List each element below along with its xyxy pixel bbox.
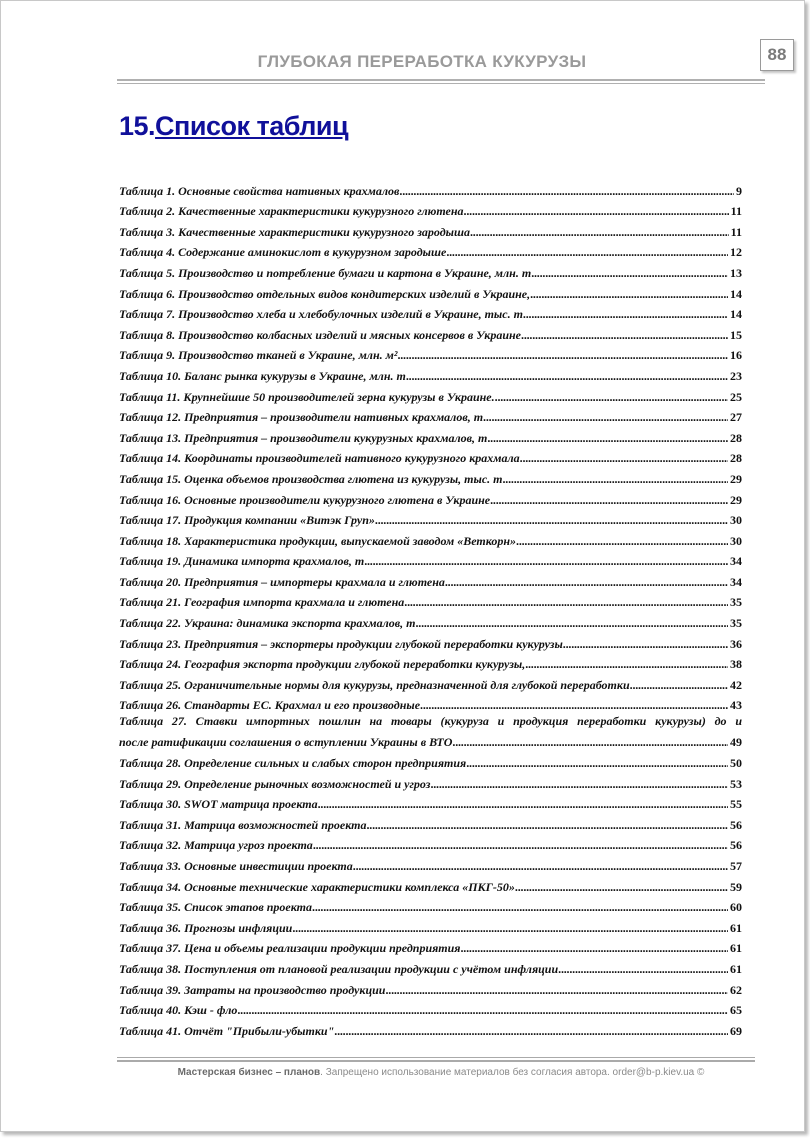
toc-entry-page: 16 — [730, 348, 742, 363]
toc-leader-dots — [366, 818, 728, 833]
toc-entry-title: Таблица 13. Предприятия – производители кукурузных крахмалов, т — [119, 430, 488, 445]
toc-leader-dots — [430, 777, 728, 792]
toc-leader-dots — [399, 184, 734, 199]
toc-entry-title: Таблица 3. Качественные характеристики кукурузного зародыша — [119, 224, 470, 239]
toc-leader-dots — [364, 554, 728, 569]
toc-entry-title: Таблица 21. География импорта крахмала и глютена — [119, 595, 405, 610]
toc-entry-page: 56 — [730, 817, 742, 832]
toc-entry-page: 23 — [730, 368, 742, 383]
toc-leader-dots — [503, 472, 729, 487]
toc-entry[interactable] — [119, 487, 742, 508]
toc-entry[interactable] — [119, 915, 742, 936]
toc-leader-dots — [530, 287, 728, 302]
toc-leader-dots — [563, 637, 728, 652]
toc-entry-page: 11 — [730, 224, 742, 239]
toc-entry-page: 69 — [730, 1023, 742, 1038]
header-rule-thin — [117, 83, 765, 84]
toc-entry-title: Таблица 28. Определение сильных и слабых сторон предприятия — [119, 756, 467, 771]
toc-entry[interactable] — [119, 771, 742, 792]
toc-entry-title: Таблица 29. Определение рыночных возможностей и угроз — [119, 776, 431, 791]
toc-entry[interactable] — [119, 219, 742, 240]
toc-entry[interactable] — [119, 998, 742, 1019]
toc-entry-title: Таблица 34. Основные технические характеристики комплекса «ПКГ-50» — [119, 879, 515, 894]
toc-entry[interactable] — [119, 652, 742, 673]
toc-entry-page: 34 — [730, 574, 742, 589]
toc-entry-page: 28 — [730, 430, 742, 445]
toc-entry[interactable] — [119, 199, 742, 220]
toc-entry[interactable] — [119, 405, 742, 426]
toc-entry-title: Таблица 14. Координаты производителей нативного кукурузного крахмала — [119, 451, 520, 466]
toc-leader-dots — [520, 451, 728, 466]
toc-leader-dots — [313, 838, 728, 853]
toc-entry[interactable] — [119, 549, 742, 570]
toc-leader-dots — [415, 616, 728, 631]
toc-entry-title: Таблица 7. Производство хлеба и хлебобулочных изделий в Украине, тыс. т — [119, 307, 523, 322]
toc-entry-title: Таблица 36. Прогнозы инфляции — [119, 920, 293, 935]
toc-entry-page: 65 — [730, 1003, 742, 1018]
toc-entry[interactable] — [119, 672, 742, 693]
running-header-title: ГЛУБОКАЯ ПЕРЕРАБОТКА КУКУРУЗЫ — [257, 52, 587, 71]
toc-leader-dots — [487, 431, 728, 446]
toc-entry-page: 30 — [730, 513, 742, 528]
toc-entry[interactable] — [119, 466, 742, 487]
toc-entry-title: Таблица 16. Основные производители кукурузного глютена в Украине — [119, 492, 491, 507]
toc-entry-page: 35 — [730, 616, 742, 631]
toc-leader-dots — [466, 756, 728, 771]
section-number: 15. — [119, 111, 156, 141]
toc-entry[interactable] — [119, 812, 742, 833]
toc-entry[interactable] — [119, 792, 742, 813]
toc-entry-page: 9 — [736, 183, 742, 198]
toc-entry-title: Таблица 32. Матрица угроз проекта — [119, 838, 313, 853]
toc-entry[interactable] — [119, 693, 742, 714]
toc-entry-page: 28 — [730, 451, 742, 466]
toc-leader-dots — [483, 410, 728, 425]
toc-entry-title: Таблица 30. SWOT матрица проекта — [119, 797, 318, 812]
toc-entry-page: 34 — [730, 554, 742, 569]
toc-leader-dots — [385, 983, 728, 998]
toc-entry-page: 25 — [730, 389, 742, 404]
toc-leader-dots — [420, 698, 728, 713]
toc-entry-title: Таблица 35. Список этапов проекта — [119, 900, 313, 915]
page-number-box: 88 — [760, 39, 794, 71]
toc-leader-dots — [515, 880, 728, 895]
toc-leader-dots — [312, 900, 728, 915]
toc-entry[interactable] — [119, 322, 742, 343]
toc-entry[interactable] — [119, 874, 742, 895]
toc-entry-page: 61 — [730, 920, 742, 935]
toc-entry[interactable] — [119, 713, 742, 750]
toc-entry-title: Таблица 25. Ограничительные нормы для кукурузы, предназначенной для глубокой переработки — [119, 677, 630, 692]
footer-rule-thin — [117, 1057, 755, 1058]
toc-leader-dots — [495, 390, 728, 405]
toc-entry[interactable] — [119, 569, 742, 590]
toc-leader-dots — [531, 266, 728, 281]
toc-entry[interactable] — [119, 446, 742, 467]
toc-entry-page: 49 — [730, 735, 742, 750]
toc-leader-dots — [446, 245, 728, 260]
toc-entry-page: 12 — [730, 245, 742, 260]
toc-entry-title: Таблица 15. Оценка объемов производства глютена из кукурузы, тыс. т — [119, 471, 503, 486]
toc-entry[interactable] — [119, 895, 742, 916]
toc-entry-page: 42 — [730, 677, 742, 692]
toc-entry-title: Таблица 40. Кэш - фло — [119, 1003, 238, 1018]
toc-entry-title: Таблица 4. Содержание аминокислот в кукурузном зародыше — [119, 245, 447, 260]
toc-entry-page: 11 — [730, 204, 742, 219]
toc-entry-title: Таблица 9. Производство тканей в Украине, млн. м² — [119, 348, 398, 363]
toc-entry-title: Таблица 23. Предприятия – экспортеры продукции глубокой переработки кукурузы — [119, 636, 563, 651]
toc-entry-page: 61 — [730, 941, 742, 956]
toc-leader-dots — [525, 657, 728, 672]
toc-entry-page: 13 — [730, 265, 742, 280]
toc-leader-dots — [445, 575, 728, 590]
toc-entry-title: Таблица 33. Основные инвестиции проекта — [119, 859, 353, 873]
toc-entry-title: Таблица 18. Характеристика продукции, выпускаемой заводом «Веткорн» — [119, 533, 517, 548]
toc-entry[interactable] — [119, 936, 742, 957]
toc-entry-page: 35 — [730, 595, 742, 610]
toc-entry-title: Таблица 10. Баланс рынка кукурузы в Украине, млн. т — [119, 368, 406, 383]
toc-entry[interactable] — [119, 508, 742, 529]
toc-leader-dots — [353, 859, 728, 874]
toc-entry-page: 30 — [730, 533, 742, 548]
toc-entry[interactable] — [119, 343, 742, 364]
toc-entry[interactable] — [119, 956, 742, 977]
toc-entry[interactable] — [119, 750, 742, 771]
toc-leader-dots — [452, 735, 728, 750]
toc-entry-page: 53 — [730, 776, 742, 791]
toc-entry-title: Таблица 11. Крупнейшие 50 производителей зерна кукурузы в Украине. — [119, 389, 495, 404]
toc-leader-dots — [490, 493, 728, 508]
toc-leader-dots — [521, 328, 728, 343]
toc-entry[interactable] — [119, 178, 742, 199]
footer-brand: Мастерская бизнес – планов — [177, 1067, 321, 1078]
toc-entry-page: 57 — [730, 859, 742, 873]
toc-entry-title: Таблица 19. Динамика импорта крахмалов, т — [119, 554, 365, 569]
toc-leader-dots — [375, 513, 728, 528]
toc-entry[interactable] — [119, 631, 742, 652]
toc-leader-dots — [318, 797, 728, 812]
toc-entry-title: Таблица 12. Предприятия – производители нативных крахмалов, т — [119, 410, 484, 425]
toc-entry[interactable] — [119, 260, 742, 281]
toc-leader-dots — [630, 678, 728, 693]
toc-leader-dots — [292, 921, 728, 936]
toc-entry[interactable] — [119, 853, 742, 874]
toc-leader-dots — [470, 225, 729, 240]
toc-entry[interactable] — [119, 363, 742, 384]
toc-entry-page: 50 — [730, 756, 742, 771]
toc-entry-page: 27 — [730, 410, 742, 425]
toc-entry-page: 14 — [730, 286, 742, 301]
footer-notice: . Запрещено использование материалов без согласия автора. order@b-p.kiev.ua — [320, 1067, 698, 1078]
section-heading — [119, 111, 348, 142]
toc-entry-title: Таблица 26. Стандарты ЕС. Крахмал и его производные — [119, 698, 421, 713]
toc-entry-title: Таблица 1. Основные свойства нативных крахмалов — [119, 183, 400, 198]
toc-entry-page: 62 — [730, 982, 742, 997]
toc-entry-title: Таблица 41. Отчёт "Прибыли-убытки" — [119, 1023, 335, 1038]
toc-entry-page: 15 — [730, 327, 742, 342]
toc-entry[interactable] — [119, 384, 742, 405]
toc-entry-page: 36 — [730, 636, 742, 651]
toc-entry-page: 55 — [730, 797, 742, 812]
section-title-link[interactable]: Список таблиц — [155, 111, 349, 141]
toc-leader-dots — [334, 1024, 728, 1039]
toc-entry-page: 29 — [730, 492, 742, 507]
toc-leader-dots — [516, 534, 728, 549]
page-footer — [117, 1067, 765, 1078]
footer-rule — [117, 1060, 755, 1062]
toc-entry-title: Таблица 39. Затраты на производство продукции — [119, 982, 386, 997]
toc-leader-dots — [237, 1003, 728, 1018]
toc-entry-title: Таблица 17. Продукция компании «Витэк Груп» — [119, 513, 375, 528]
toc-entry[interactable] — [119, 833, 742, 854]
toc-entry[interactable] — [119, 977, 742, 998]
toc-entry-page: 60 — [730, 900, 742, 915]
toc-entry[interactable] — [119, 425, 742, 446]
toc-entry-title: Таблица 22. Украина: динамика экспорта крахмалов, т — [119, 616, 416, 631]
toc-entry-title: Таблица 37. Цена и объемы реализации продукции предприятия — [119, 941, 461, 956]
toc-entry-title: Таблица 8. Производство колбасных изделий и мясных консервов в Украине — [119, 327, 522, 342]
toc-leader-dots — [558, 962, 728, 977]
toc-entry-page: 59 — [730, 879, 742, 894]
toc-entry-title: Таблица 31. Матрица возможностей проекта — [119, 817, 367, 832]
toc-entry-title: Таблица 20. Предприятия – импортеры крахмала и глютена — [119, 574, 445, 589]
toc-entry-page: 29 — [730, 471, 742, 486]
toc-entry-page: 61 — [730, 961, 742, 976]
toc-entry[interactable] — [119, 240, 742, 261]
toc-entry-page: 56 — [730, 838, 742, 853]
toc-entry-title: Таблица 2. Качественные характеристики кукурузного глютена — [119, 204, 464, 219]
table-of-tables — [119, 178, 742, 1039]
toc-entry-title: Таблица 5. Производство и потребление бумаги и картона в Украине, млн. т — [119, 265, 532, 280]
toc-entry[interactable] — [119, 528, 742, 549]
copyright-icon: © — [697, 1067, 705, 1078]
toc-entry-title: после ратификации соглашения о вступлении Украины в ВТО — [119, 735, 453, 750]
toc-leader-dots — [406, 369, 728, 384]
toc-entry[interactable] — [119, 590, 742, 611]
header-rule — [117, 79, 765, 81]
toc-entry-title: Таблица 6. Производство отдельных видов кондитерских изделий в Украине, — [119, 286, 531, 301]
toc-leader-dots — [461, 941, 729, 956]
toc-entry[interactable] — [119, 281, 742, 302]
toc-entry-title: Таблица 24. География экспорта продукции глубокой переработки кукурузы, — [119, 657, 526, 672]
toc-entry-page: 14 — [730, 307, 742, 322]
toc-leader-dots — [464, 204, 729, 219]
toc-leader-dots — [404, 595, 728, 610]
toc-entry[interactable] — [119, 302, 742, 323]
toc-entry[interactable] — [119, 610, 742, 631]
toc-entry-title: Таблица 38. Поступления от плановой реализации продукции с учётом инфляции — [119, 961, 559, 976]
toc-leader-dots — [397, 348, 728, 363]
toc-entry[interactable] — [119, 1018, 742, 1039]
toc-leader-dots — [523, 307, 728, 322]
toc-entry-title-line1: Таблица 27. Ставки импортных пошлин на товары (кукуруза и продукция переработки кукурузы) до и — [119, 714, 742, 729]
toc-entry-page: 43 — [730, 698, 742, 713]
toc-entry-page: 38 — [730, 657, 742, 672]
